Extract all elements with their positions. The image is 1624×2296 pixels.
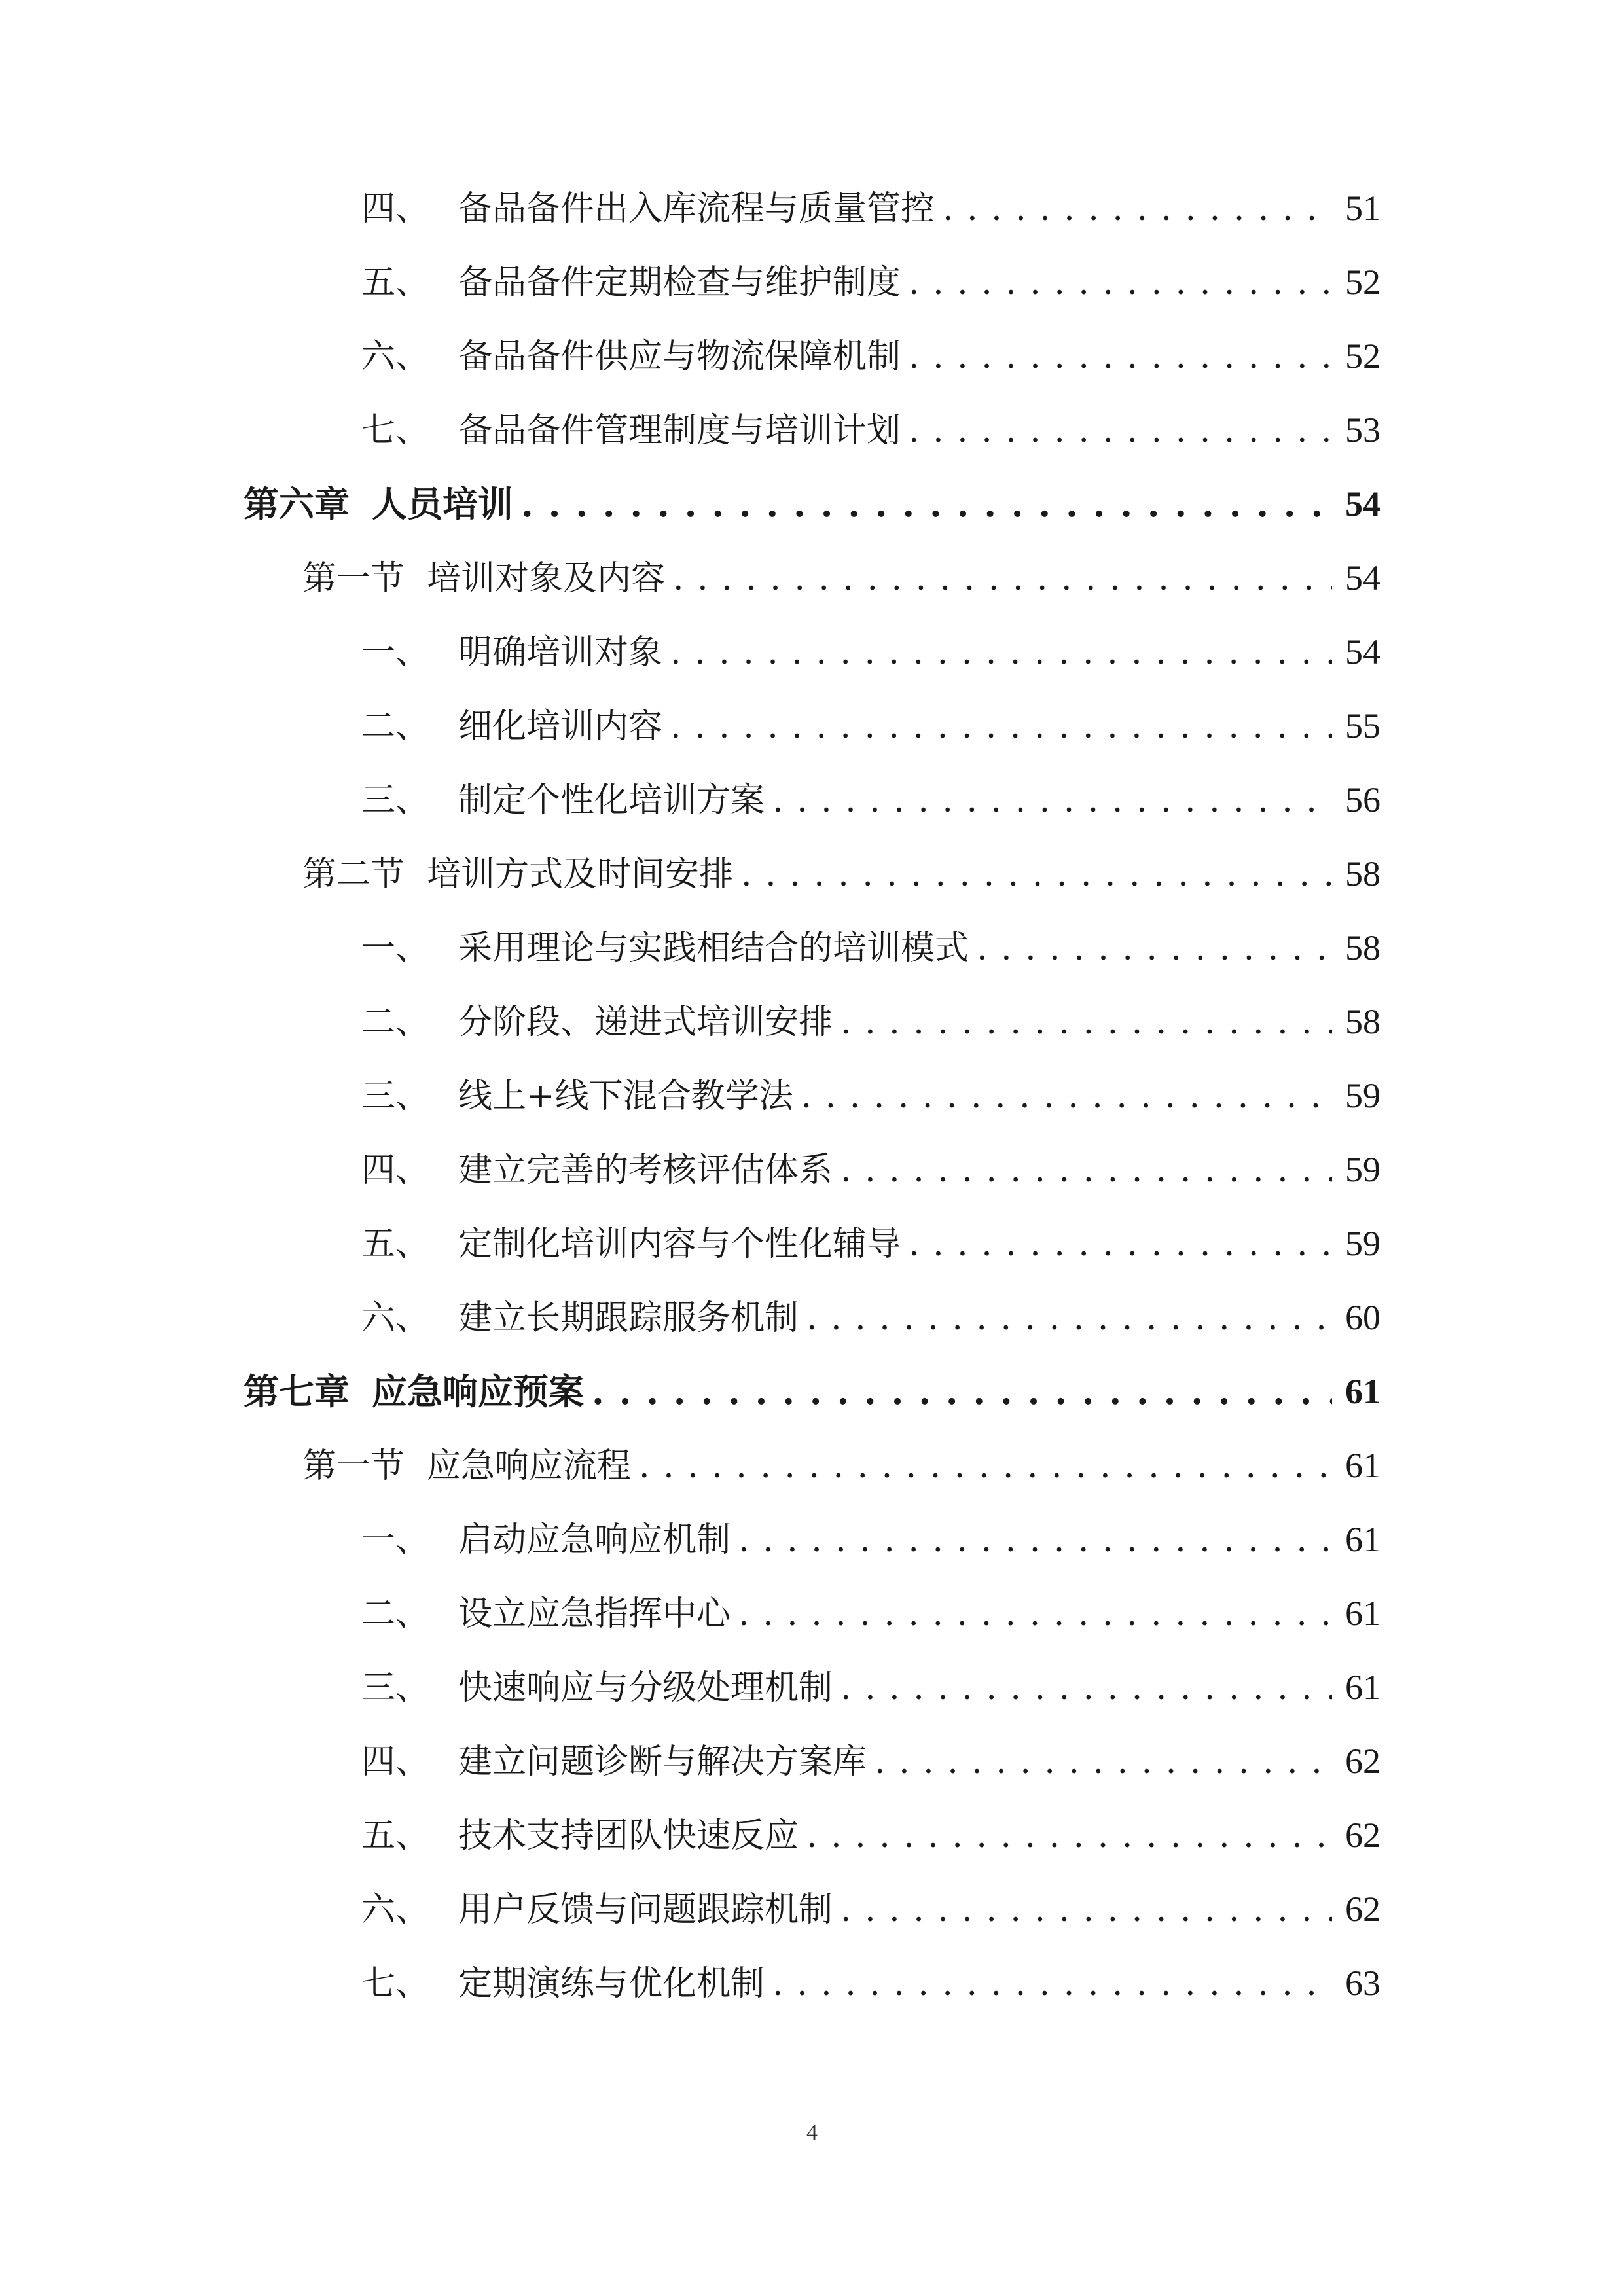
toc-section-entry[interactable] xyxy=(302,543,1380,596)
dot-leader xyxy=(521,486,1332,522)
toc-entry[interactable] xyxy=(361,1135,1380,1190)
toc-entry-number: 五、 xyxy=(361,1816,430,1856)
toc-entry[interactable] xyxy=(361,1579,1380,1634)
toc-entry-number: 二、 xyxy=(361,707,430,746)
toc-entry-number: 五、 xyxy=(361,1225,430,1264)
toc-entry-title: 备品备件供应与物流保障机制 xyxy=(458,337,901,376)
toc-entry[interactable] xyxy=(361,1948,1380,2001)
toc-entry-title: 定期演练与优化机制 xyxy=(458,1964,765,2003)
toc-entry[interactable] xyxy=(361,1283,1380,1338)
toc-entry[interactable] xyxy=(361,1874,1380,1927)
toc-entry-page: 61 xyxy=(1345,1668,1380,1707)
toc-entry-page: 59 xyxy=(1345,1076,1380,1115)
toc-entry-page: 62 xyxy=(1345,1890,1380,1929)
toc-chapter-title: 人员培训 xyxy=(372,483,513,525)
toc-entry-number: 四、 xyxy=(361,1151,430,1190)
toc-entry-title: 备品备件管理制度与培训计划 xyxy=(458,411,901,450)
toc-entry[interactable] xyxy=(361,1653,1380,1708)
dot-leader xyxy=(875,1745,1332,1779)
toc-entry[interactable] xyxy=(361,691,1380,744)
toc-entry[interactable] xyxy=(361,395,1380,448)
toc-chapter-number: 第六章 xyxy=(244,483,350,525)
toc-entry-title: 备品备件定期检查与维护制度 xyxy=(458,263,901,302)
toc-entry-page: 53 xyxy=(1345,410,1380,450)
dot-leader xyxy=(639,1449,1332,1483)
dot-leader xyxy=(741,857,1332,891)
dot-leader xyxy=(909,266,1332,300)
dot-leader xyxy=(738,1597,1332,1631)
toc-entry[interactable] xyxy=(361,173,1380,226)
toc-entry[interactable] xyxy=(361,247,1380,300)
toc-entry-number: 四、 xyxy=(361,1742,430,1782)
toc-entry-title: 建立问题诊断与解决方案库 xyxy=(458,1742,867,1782)
dot-leader xyxy=(670,636,1332,670)
dot-leader xyxy=(840,1005,1332,1039)
toc-entry-number: 三、 xyxy=(361,1668,430,1708)
toc-entry[interactable] xyxy=(361,1209,1380,1264)
toc-entry-page: 59 xyxy=(1345,1224,1380,1263)
toc-entry-title: 启动应急响应机制 xyxy=(458,1520,731,1560)
toc-entry[interactable] xyxy=(361,1505,1380,1560)
toc-entry-number: 五、 xyxy=(361,263,430,302)
dot-leader xyxy=(909,1227,1332,1261)
toc-entry-title: 技术支持团队快速反应 xyxy=(458,1816,799,1856)
toc-entry-page: 61 xyxy=(1345,1520,1380,1559)
toc-entry[interactable] xyxy=(361,765,1380,820)
toc-entry-page: 54 xyxy=(1345,632,1380,672)
toc-entry-title: 建立完善的考核评估体系 xyxy=(458,1151,833,1190)
dot-leader xyxy=(738,1523,1332,1557)
toc-entry-page: 58 xyxy=(1345,928,1380,967)
toc-entry-number: 二、 xyxy=(361,1594,430,1634)
toc-entry-page: 55 xyxy=(1345,706,1380,745)
toc-entry-number: 三、 xyxy=(361,781,430,820)
toc-entry-title: 定制化培训内容与个性化辅导 xyxy=(458,1225,901,1264)
toc-entry-title: 用户反馈与问题跟踪机制 xyxy=(458,1890,833,1929)
toc-entry-number: 六、 xyxy=(361,1299,430,1338)
toc-entry-page: 59 xyxy=(1345,1150,1380,1189)
toc-entry-title: 线上+线下混合教学法 xyxy=(458,1077,793,1116)
dot-leader xyxy=(840,1671,1332,1705)
toc-entry-title: 采用理论与实践相结合的培训模式 xyxy=(458,929,969,968)
toc-entry-number: 六、 xyxy=(361,337,430,376)
dot-leader xyxy=(801,1079,1332,1113)
dot-leader xyxy=(806,1819,1332,1853)
toc-entry-title: 设立应急指挥中心 xyxy=(458,1594,731,1634)
dot-leader xyxy=(673,562,1332,596)
toc-entry[interactable] xyxy=(361,987,1380,1042)
toc-entry-page: 61 xyxy=(1345,1594,1380,1633)
toc-entry-page: 62 xyxy=(1345,1742,1380,1781)
toc-section-title: 培训对象及内容 xyxy=(427,559,666,598)
toc-section-number: 第一节 xyxy=(302,1446,405,1486)
toc-chapter-page: 54 xyxy=(1345,484,1380,524)
toc-entry-number: 一、 xyxy=(361,633,430,672)
toc-entry-number: 三、 xyxy=(361,1077,430,1116)
toc-entry-number: 二、 xyxy=(361,1003,430,1042)
toc-section-page: 61 xyxy=(1345,1446,1380,1485)
toc-chapter-entry[interactable] xyxy=(244,1357,1380,1412)
toc-entry-title: 快速响应与分级处理机制 xyxy=(458,1668,833,1708)
toc-entry-page: 60 xyxy=(1345,1298,1380,1337)
dot-leader xyxy=(670,709,1332,744)
toc-section-page: 54 xyxy=(1345,558,1380,598)
toc-entry-page: 51 xyxy=(1345,188,1380,228)
toc-entry-page: 52 xyxy=(1345,262,1380,302)
toc-entry-title: 制定个性化培训方案 xyxy=(458,781,765,820)
dot-leader xyxy=(772,783,1332,817)
toc-section-number: 第二节 xyxy=(302,855,405,894)
toc-entry-title: 建立长期跟踪服务机制 xyxy=(458,1299,799,1338)
toc-entry-number: 七、 xyxy=(361,411,430,450)
toc-entry-page: 52 xyxy=(1345,336,1380,376)
toc-section-title: 应急响应流程 xyxy=(427,1446,632,1486)
dot-leader xyxy=(840,1893,1332,1927)
dot-leader xyxy=(943,192,1332,226)
dot-leader xyxy=(592,1374,1332,1409)
toc-entry-number: 四、 xyxy=(361,189,430,228)
toc-entry-page: 58 xyxy=(1345,1002,1380,1041)
page-number: 4 xyxy=(806,2121,818,2145)
toc-entry[interactable] xyxy=(361,1061,1380,1116)
toc-chapter-entry[interactable] xyxy=(244,469,1380,525)
toc-entry-number: 一、 xyxy=(361,1520,430,1560)
toc-entry[interactable] xyxy=(361,1801,1380,1856)
dot-leader xyxy=(806,1301,1332,1335)
toc-entry-page: 63 xyxy=(1345,1964,1380,2003)
toc-section-title: 培训方式及时间安排 xyxy=(427,855,734,894)
toc-entry-title: 备品备件出入库流程与质量管控 xyxy=(458,189,935,228)
dot-leader xyxy=(772,1967,1332,2001)
toc-entry-page: 62 xyxy=(1345,1816,1380,1855)
toc-chapter-page: 61 xyxy=(1345,1372,1380,1411)
toc-section-page: 58 xyxy=(1345,854,1380,893)
toc-entry[interactable] xyxy=(361,913,1380,968)
toc-section-number: 第一节 xyxy=(302,559,405,598)
toc-entry[interactable] xyxy=(361,1727,1380,1782)
toc-entry[interactable] xyxy=(361,321,1380,374)
toc-entry-number: 七、 xyxy=(361,1964,430,2003)
toc-chapter-title: 应急响应预案 xyxy=(372,1371,584,1412)
dot-leader xyxy=(840,1153,1332,1187)
toc-entry-number: 一、 xyxy=(361,929,430,968)
toc-entry-number: 六、 xyxy=(361,1890,430,1929)
toc-entry-title: 分阶段、递进式培训安排 xyxy=(458,1003,833,1042)
toc-entry-title: 明确培训对象 xyxy=(458,633,663,672)
toc-section-entry[interactable] xyxy=(302,839,1380,894)
toc-entry-title: 细化培训内容 xyxy=(458,707,663,746)
toc-entry[interactable] xyxy=(361,617,1380,670)
dot-leader xyxy=(909,340,1332,374)
toc-chapter-number: 第七章 xyxy=(244,1371,350,1412)
dot-leader xyxy=(977,931,1332,965)
dot-leader xyxy=(909,414,1332,448)
toc-section-entry[interactable] xyxy=(302,1431,1380,1486)
toc-entry-page: 56 xyxy=(1345,780,1380,819)
